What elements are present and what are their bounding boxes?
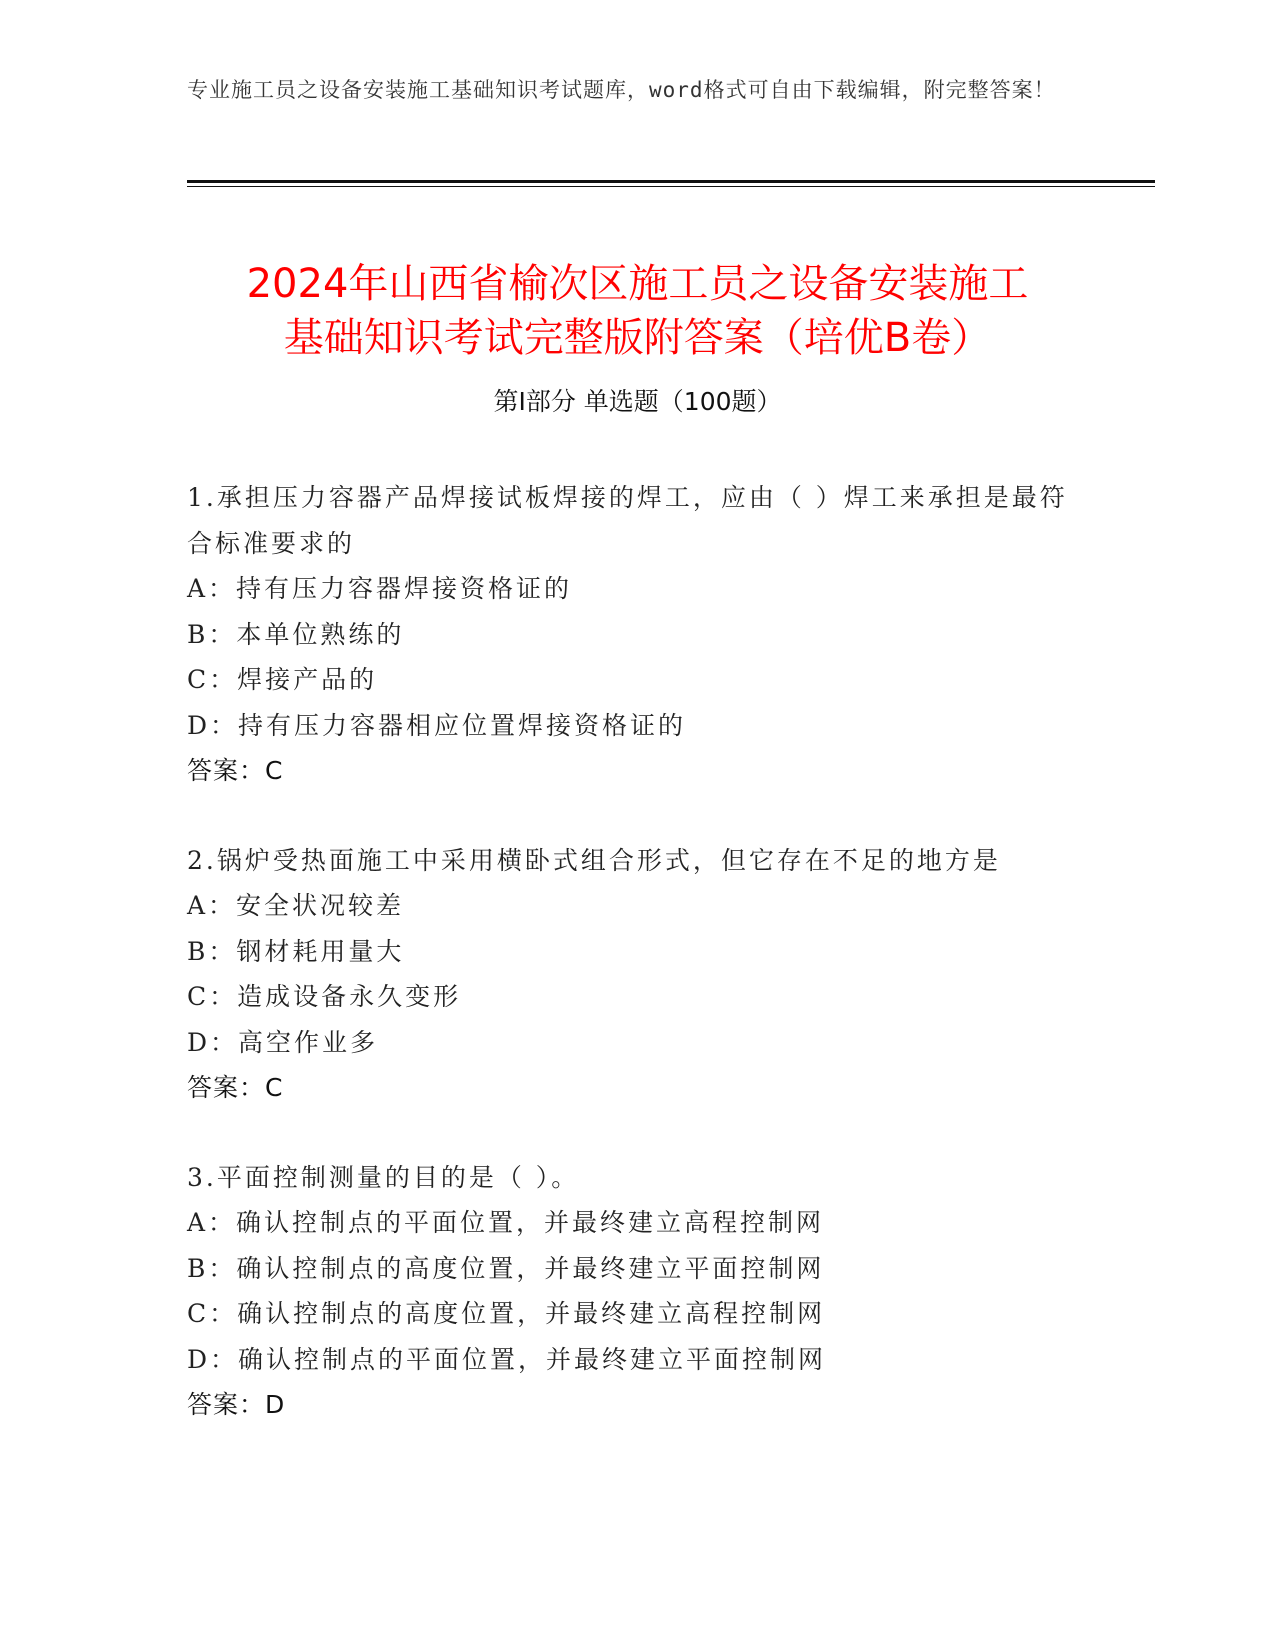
header-divider-thin: [187, 186, 1155, 187]
header-note: 专业施工员之设备安装施工基础知识考试题库，word格式可自由下载编辑，附完整答案！: [187, 78, 1056, 102]
option-b: B：本单位熟练的: [187, 619, 405, 649]
document-title-line-2: 基础知识考试完整版附答案（培优B卷）: [283, 314, 992, 361]
question-list: [187, 475, 1087, 1472]
question-stem: 1.承担压力容器产品焊接试板焊接的焊工，应由（ ）焊工来承担是最符合标准要求的: [187, 483, 1068, 558]
option-d: D：高空作业多: [187, 1027, 379, 1057]
option-c: C：焊接产品的: [187, 665, 378, 694]
option-a: A：安全状况较差: [187, 891, 405, 920]
question-stem: 3.平面控制测量的目的是（ ）。: [187, 1162, 580, 1192]
question-2: [187, 838, 1087, 1111]
option-b: B：确认控制点的高度位置，并最终建立平面控制网: [187, 1253, 825, 1283]
option-a: A：持有压力容器焊接资格证的: [187, 574, 573, 603]
answer: 答案：C: [187, 1073, 284, 1102]
option-a: A：确认控制点的平面位置，并最终建立高程控制网: [187, 1208, 825, 1237]
option-d: D：确认控制点的平面位置，并最终建立平面控制网: [187, 1344, 827, 1374]
question-stem: 2.锅炉受热面施工中采用横卧式组合形式，但它存在不足的地方是: [187, 845, 1001, 875]
header-divider-thick: [187, 180, 1155, 183]
question-3: [187, 1155, 1087, 1428]
question-1: [187, 475, 1087, 794]
section-heading: 第Ⅰ部分 单选题（100题）: [493, 387, 782, 416]
option-d: D：持有压力容器相应位置焊接资格证的: [187, 710, 687, 740]
option-b: B：钢材耗用量大: [187, 936, 405, 966]
option-c: C：造成设备永久变形: [187, 982, 462, 1011]
document-title: [150, 257, 1125, 365]
answer: 答案：D: [187, 1390, 286, 1419]
option-c: C：确认控制点的高度位置，并最终建立高程控制网: [187, 1299, 826, 1328]
answer: 答案：C: [187, 756, 284, 785]
document-title-line-1: 2024年山西省榆次区施工员之设备安装施工: [246, 260, 1029, 307]
